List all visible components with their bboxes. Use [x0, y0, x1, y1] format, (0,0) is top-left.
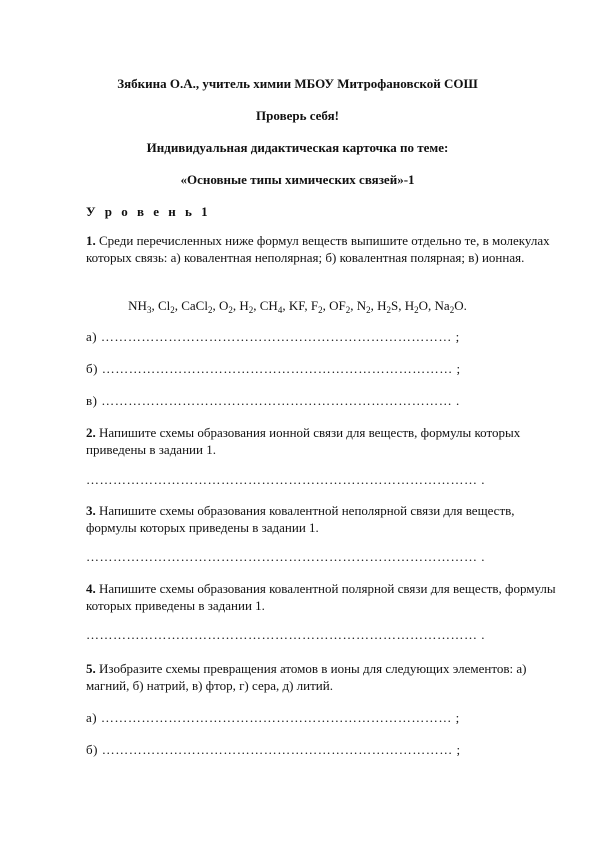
answer-line-v[interactable]: в) …………………………………………………………………… . [86, 393, 460, 408]
task-number: 1. [86, 233, 96, 248]
answer-line-task-2[interactable]: …………………………………………………………………………… . [86, 472, 485, 487]
task-1 [86, 232, 556, 266]
task-2 [86, 424, 556, 458]
formula-list: $NH_3$, $Cl_2$, CaCl$_2$, $O_2$, $H_2$, $CH_4$, KF, $F_2$, $OF_2$, $N_2$, $H_2S$, $H_2O$, $Na_2O$. [128, 298, 467, 315]
topic-title: «Основные типы химических связей»-1 [180, 172, 415, 187]
task-number: 2. [86, 425, 96, 440]
task-number: 4. [86, 581, 96, 596]
task-3 [86, 502, 556, 536]
answer-line-task-3[interactable]: …………………………………………………………………………… . [86, 549, 485, 564]
task-number: 5. [86, 661, 96, 676]
task-text: Напишите схемы образования ионной связи для веществ, формулы которых приведены в задании 1. [86, 425, 521, 457]
task-text: Напишите схемы образования ковалентной неполярной связи для веществ, формулы которых приведены в задании 1. [86, 503, 515, 535]
task-text: Среди перечисленных ниже формул веществ выпишите отдельно те, в молекулах которых связь: а) ковалентная неполярная; б) ковалентная полярная; в) ионная. [86, 233, 550, 265]
answer-line-task-5-b[interactable]: б) …………………………………………………………………… ; [86, 742, 461, 757]
task-4 [86, 580, 556, 614]
answer-line-a[interactable]: а) …………………………………………………………………… ; [86, 329, 460, 344]
task-text: Напишите схемы образования ковалентной полярной связи для веществ, формулы которых приведены в задании 1. [86, 581, 556, 613]
level-title: У р о в е н ь 1 [86, 204, 211, 219]
answer-line-b[interactable]: б) …………………………………………………………………… ; [86, 361, 461, 376]
answer-line-task-4[interactable]: …………………………………………………………………………… . [86, 627, 485, 642]
card-subtitle: Индивидуальная дидактическая карточка по теме: [146, 140, 449, 155]
task-text: Изобразите схемы превращения атомов в ионы для следующих элементов: а) магний, б) натрий, в) фтор, г) сера, д) литий. [86, 661, 527, 693]
check-title: Проверь себя! [256, 108, 339, 123]
answer-line-task-5-a[interactable]: а) …………………………………………………………………… ; [86, 710, 460, 725]
task-number: 3. [86, 503, 96, 518]
task-5 [86, 660, 556, 694]
author-line: Зябкина О.А., учитель химии МБОУ Митрофановской СОШ [117, 76, 478, 91]
